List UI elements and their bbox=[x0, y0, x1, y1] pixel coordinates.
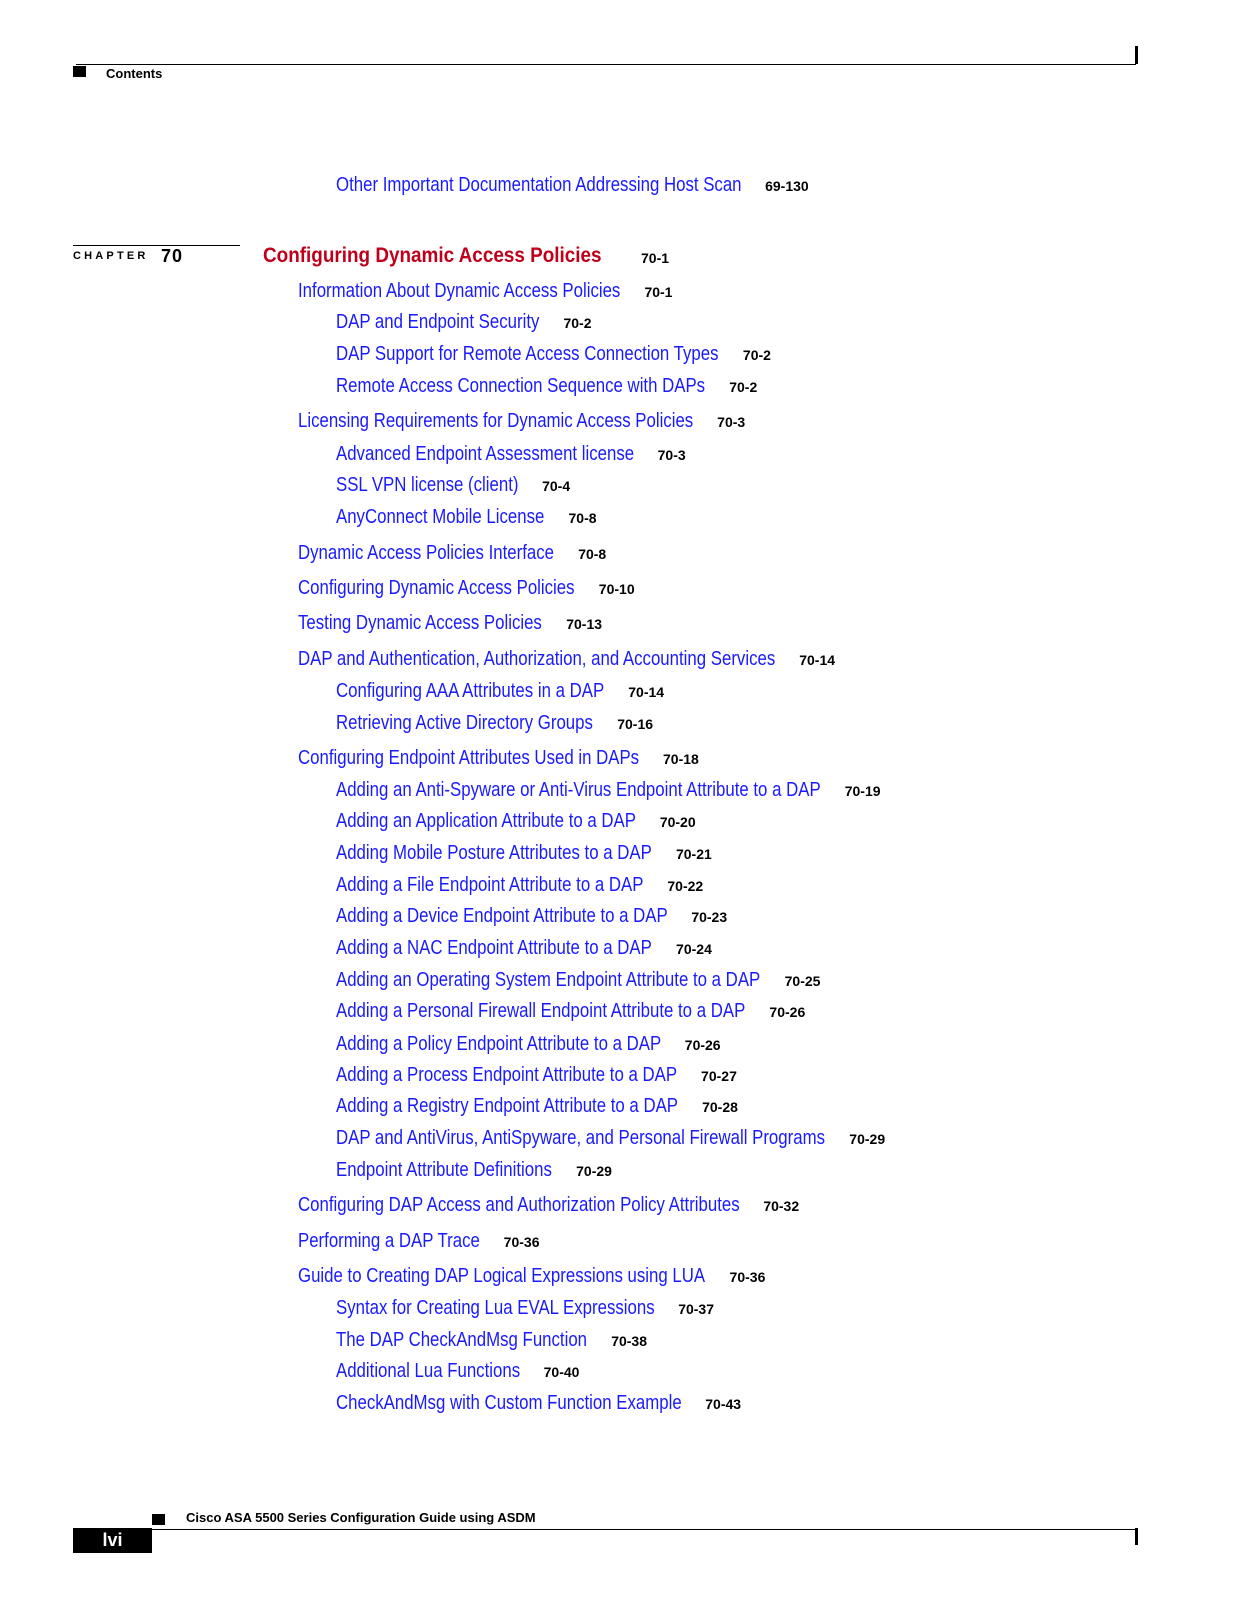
toc-entry[interactable] bbox=[336, 711, 653, 735]
toc-entry[interactable] bbox=[336, 442, 686, 466]
toc-entry-page: 70-21 bbox=[675, 846, 712, 862]
toc-entry-title[interactable]: DAP and AntiVirus, AntiSpyware, and Personal Firewall Programs bbox=[336, 1126, 825, 1149]
toc-entry[interactable] bbox=[336, 1126, 885, 1150]
toc-entry[interactable] bbox=[298, 409, 745, 433]
toc-entry[interactable] bbox=[298, 279, 672, 303]
toc-entry-page: 70-2 bbox=[742, 347, 771, 363]
toc-entry-title[interactable]: Adding a Registry Endpoint Attribute to a DAP bbox=[336, 1094, 679, 1117]
toc-entry-page: 70-26 bbox=[684, 1037, 721, 1053]
toc-entry-page: 70-14 bbox=[799, 652, 836, 668]
toc-entry-title[interactable]: Adding a NAC Endpoint Attribute to a DAP bbox=[336, 936, 652, 959]
toc-entry[interactable] bbox=[298, 1264, 765, 1288]
toc-entry-page: 70-20 bbox=[659, 814, 696, 830]
toc-entry-page: 70-26 bbox=[769, 1004, 806, 1020]
toc-entry-title[interactable]: Adding an Application Attribute to a DAP bbox=[336, 809, 636, 832]
toc-entry-page: 70-36 bbox=[503, 1234, 540, 1250]
toc-entry-title[interactable]: Endpoint Attribute Definitions bbox=[336, 1158, 552, 1181]
header-section-label: Contents bbox=[106, 66, 163, 81]
toc-entry-title[interactable]: The DAP CheckAndMsg Function bbox=[336, 1328, 588, 1351]
toc-entry-title[interactable]: Adding a Device Endpoint Attribute to a DAP bbox=[336, 904, 668, 927]
toc-entry[interactable] bbox=[298, 576, 635, 600]
toc-entry-page: 70-36 bbox=[729, 1269, 766, 1285]
toc-entry-page: 70-1 bbox=[644, 284, 673, 300]
toc-entry-page: 70-4 bbox=[542, 478, 571, 494]
toc-entry-page: 70-43 bbox=[705, 1396, 742, 1412]
toc-entry[interactable] bbox=[336, 968, 820, 992]
toc-entry-title[interactable]: Configuring Dynamic Access Policies bbox=[298, 576, 575, 599]
header-marker bbox=[73, 66, 86, 77]
toc-entry-title[interactable]: Advanced Endpoint Assessment license bbox=[336, 442, 635, 465]
toc-entry-page: 70-18 bbox=[663, 751, 699, 767]
toc-entry[interactable] bbox=[336, 936, 712, 960]
toc-entry-page: 70-37 bbox=[678, 1301, 714, 1317]
toc-entry-page: 70-8 bbox=[568, 510, 597, 526]
toc-entry-title[interactable]: Configuring AAA Attributes in a DAP bbox=[336, 679, 605, 702]
toc-entry[interactable] bbox=[336, 1158, 612, 1182]
chapter-label: CHAPTER bbox=[73, 250, 149, 262]
toc-entry-title[interactable]: AnyConnect Mobile License bbox=[336, 505, 545, 528]
toc-entry-page: 70-14 bbox=[628, 684, 665, 700]
toc-entry-page: 70-40 bbox=[543, 1364, 580, 1380]
toc-entry-title[interactable]: Additional Lua Functions bbox=[336, 1359, 521, 1382]
toc-entry[interactable] bbox=[336, 1094, 738, 1118]
toc-entry-title[interactable]: DAP Support for Remote Access Connection Types bbox=[336, 342, 719, 365]
toc-entry[interactable] bbox=[336, 679, 664, 703]
toc-entry-title[interactable]: SSL VPN license (client) bbox=[336, 473, 519, 496]
toc-entry-page: 70-10 bbox=[598, 581, 635, 597]
toc-entry[interactable] bbox=[336, 1063, 737, 1087]
toc-entry-page: 70-25 bbox=[784, 973, 821, 989]
toc-entry[interactable] bbox=[336, 999, 805, 1023]
toc-entry-title[interactable]: Adding an Anti-Spyware or Anti-Virus Endpoint Attribute to a DAP bbox=[336, 778, 821, 801]
toc-entry-title[interactable]: Other Important Documentation Addressing Host Scan bbox=[336, 173, 742, 196]
toc-entry-title[interactable]: Syntax for Creating Lua EVAL Expressions bbox=[336, 1296, 655, 1319]
toc-entry[interactable] bbox=[336, 809, 696, 833]
toc-entry-title[interactable]: DAP and Endpoint Security bbox=[336, 310, 540, 333]
toc-entry-title[interactable]: Dynamic Access Policies Interface bbox=[298, 541, 554, 564]
toc-entry-title[interactable]: Adding a File Endpoint Attribute to a DAP bbox=[336, 873, 644, 896]
footer-page-number: lvi bbox=[73, 1528, 152, 1553]
toc-entry-title[interactable]: Configuring DAP Access and Authorization Policy Attributes bbox=[298, 1193, 740, 1216]
toc-entry-title[interactable]: Guide to Creating DAP Logical Expressions using LUA bbox=[298, 1264, 706, 1287]
toc-entry-title[interactable]: Licensing Requirements for Dynamic Access Policies bbox=[298, 409, 694, 432]
toc-entry-page: 70-19 bbox=[844, 783, 881, 799]
toc-entry[interactable] bbox=[336, 1296, 714, 1320]
toc-entry-title[interactable]: Configuring Endpoint Attributes Used in DAPs bbox=[298, 746, 640, 769]
toc-entry[interactable] bbox=[336, 1359, 579, 1383]
header-rule bbox=[76, 64, 1136, 65]
toc-entry-page: 70-3 bbox=[657, 447, 686, 463]
toc-entry-page: 70-38 bbox=[611, 1333, 647, 1349]
toc-entry[interactable] bbox=[336, 841, 712, 865]
toc-entry[interactable] bbox=[336, 1328, 647, 1352]
toc-entry[interactable] bbox=[298, 541, 606, 565]
toc-entry-title[interactable]: Adding a Personal Firewall Endpoint Attribute to a DAP bbox=[336, 999, 746, 1022]
toc-entry-page: 70-28 bbox=[702, 1099, 738, 1115]
toc-entry-page: 70-16 bbox=[617, 716, 654, 732]
toc-entry-page: 70-32 bbox=[763, 1198, 800, 1214]
toc-entry[interactable] bbox=[336, 873, 703, 897]
toc-entry-title[interactable]: Adding an Operating System Endpoint Attribute to a DAP bbox=[336, 968, 761, 991]
toc-entry[interactable] bbox=[336, 1391, 741, 1415]
footer-book-title: Cisco ASA 5500 Series Configuration Guide using ASDM bbox=[186, 1510, 536, 1525]
footer-marker bbox=[152, 1514, 165, 1525]
toc-entry[interactable] bbox=[298, 647, 835, 671]
toc-entry-page: 70-2 bbox=[563, 315, 592, 331]
toc-entry-title[interactable]: DAP and Authentication, Authorization, and Accounting Services bbox=[298, 647, 776, 670]
chapter-title[interactable]: Configuring Dynamic Access Policies bbox=[263, 244, 602, 267]
toc-entry-page: 70-29 bbox=[849, 1131, 886, 1147]
toc-entry-title[interactable]: Testing Dynamic Access Policies bbox=[298, 611, 542, 634]
chapter-rule bbox=[73, 245, 240, 246]
toc-entry[interactable] bbox=[336, 374, 757, 398]
toc-entry-page: 70-8 bbox=[578, 546, 607, 562]
toc-entry[interactable] bbox=[336, 904, 727, 928]
toc-entry[interactable] bbox=[336, 505, 597, 529]
toc-entry-title[interactable]: Retrieving Active Directory Groups bbox=[336, 711, 593, 734]
toc-entry[interactable] bbox=[336, 1032, 721, 1056]
toc-entry[interactable] bbox=[298, 746, 699, 770]
toc-entry[interactable] bbox=[336, 310, 592, 334]
toc-entry-page: 70-13 bbox=[566, 616, 603, 632]
chapter-page: 70-1 bbox=[641, 250, 670, 266]
footer-rule bbox=[152, 1529, 1136, 1530]
toc-entry-page: 70-24 bbox=[676, 941, 712, 957]
toc-entry-title[interactable]: Information About Dynamic Access Policies bbox=[298, 279, 621, 302]
toc-entry-page: 70-29 bbox=[576, 1163, 612, 1179]
toc-entry[interactable] bbox=[336, 173, 809, 197]
toc-entry[interactable] bbox=[336, 778, 881, 802]
toc-entry-page: 70-3 bbox=[717, 414, 746, 430]
header-edge-tick bbox=[1135, 46, 1138, 64]
toc-entry-page: 70-27 bbox=[701, 1068, 737, 1084]
footer-edge-tick bbox=[1135, 1528, 1138, 1545]
toc-entry[interactable] bbox=[336, 342, 771, 366]
toc-entry-title[interactable]: Adding a Process Endpoint Attribute to a DAP bbox=[336, 1063, 678, 1086]
toc-entry-title[interactable]: Remote Access Connection Sequence with DAPs bbox=[336, 374, 706, 397]
toc-entry-page: 70-22 bbox=[667, 878, 704, 894]
toc-entry[interactable] bbox=[336, 473, 570, 497]
toc-entry-page: 69-130 bbox=[765, 178, 809, 194]
toc-entry-page: 70-23 bbox=[691, 909, 728, 925]
chapter-number: 70 bbox=[161, 246, 184, 266]
toc-entry-title[interactable]: Performing a DAP Trace bbox=[298, 1229, 480, 1252]
toc-entry-title[interactable]: CheckAndMsg with Custom Function Example bbox=[336, 1391, 682, 1414]
toc-entry-page: 70-2 bbox=[729, 379, 758, 395]
toc-entry[interactable] bbox=[298, 611, 602, 635]
toc-entry[interactable] bbox=[298, 1193, 799, 1217]
toc-entry-title[interactable]: Adding Mobile Posture Attributes to a DAP bbox=[336, 841, 652, 864]
toc-entry-title[interactable]: Adding a Policy Endpoint Attribute to a DAP bbox=[336, 1032, 662, 1055]
toc-entry[interactable] bbox=[298, 1229, 539, 1253]
